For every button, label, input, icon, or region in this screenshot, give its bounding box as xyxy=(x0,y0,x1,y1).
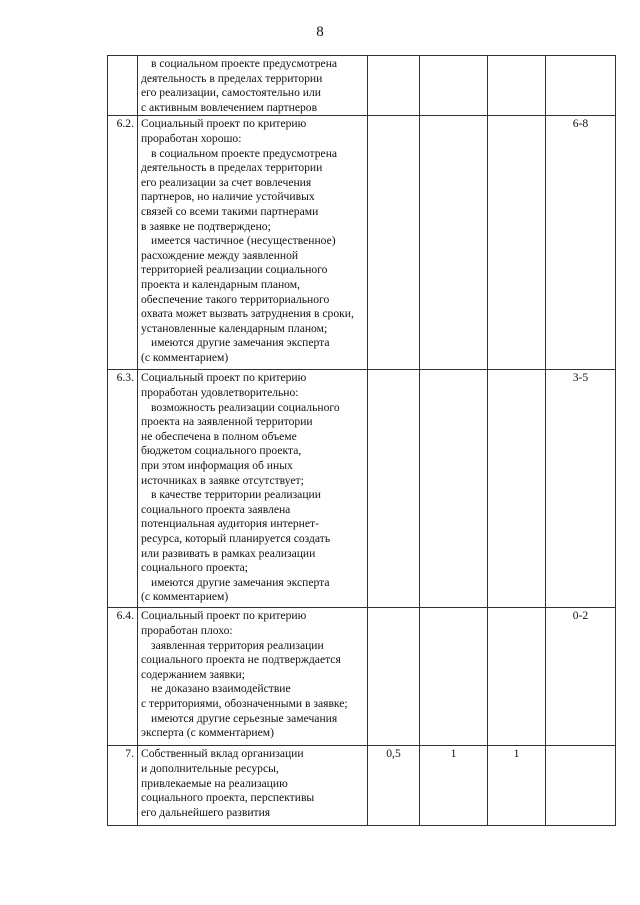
criterion-text xyxy=(138,116,368,370)
table-row xyxy=(108,746,616,826)
points-range-cell: 0-2 xyxy=(546,608,616,746)
criterion-line: территорией реализации социального xyxy=(141,263,328,277)
criterion-line: связей со всеми такими партнерами xyxy=(141,204,319,218)
criterion-line: проекта и календарным планом, xyxy=(141,277,300,291)
row-number: 7. xyxy=(108,746,138,826)
score-max-cell xyxy=(488,56,546,116)
row-number: 6.2. xyxy=(108,116,138,370)
criterion-line: содержанием заявки; xyxy=(141,667,245,681)
criterion-line: в заявке не подтверждено; xyxy=(141,219,271,233)
criterion-line: не обеспечена в полном объеме xyxy=(141,429,297,443)
row-number: 6.4. xyxy=(108,608,138,746)
score-max-cell xyxy=(488,608,546,746)
criterion-text xyxy=(138,56,368,116)
table-row xyxy=(108,370,616,608)
weight-cell xyxy=(368,608,420,746)
criterion-line: потенциальная аудитория интернет- xyxy=(141,517,319,531)
criterion-line: деятельность в пределах территории xyxy=(141,161,323,175)
criterion-line: с активным вовлечением партнеров xyxy=(141,100,318,114)
score-min-cell: 1 xyxy=(420,746,488,826)
score-max-cell: 1 xyxy=(488,746,546,826)
criterion-line: (с комментарием) xyxy=(141,350,229,364)
criterion-line: партнеров, но наличие устойчивых xyxy=(141,190,315,204)
score-max-cell xyxy=(488,116,546,370)
criterion-line: социального проекта, перспективы xyxy=(141,791,315,805)
criterion-line: с территориями, обозначенными в заявке; xyxy=(141,696,348,710)
criterion-line: проработан хорошо: xyxy=(141,131,242,145)
criteria-table xyxy=(107,55,616,826)
criterion-line: не доказано взаимодействие xyxy=(151,682,291,696)
row-number: 6.3. xyxy=(108,370,138,608)
criterion-line: ресурса, который планируется создать xyxy=(141,531,331,545)
criterion-line: привлекаемые на реализацию xyxy=(141,776,288,790)
criterion-line: охвата может вызвать затруднения в сроки, xyxy=(141,307,354,321)
score-min-cell xyxy=(420,370,488,608)
criterion-text xyxy=(138,608,368,746)
criterion-line: социального проекта не подтверждается xyxy=(141,653,341,667)
criterion-line: имеется частичное (несущественное) xyxy=(151,234,336,248)
criterion-line: в качестве территории реализации xyxy=(151,488,321,502)
points-range-cell xyxy=(546,746,616,826)
weight-cell: 0,5 xyxy=(368,746,420,826)
weight-cell xyxy=(368,116,420,370)
criterion-line: проработан плохо: xyxy=(141,623,233,637)
table-row xyxy=(108,608,616,746)
points-range-cell: 6-8 xyxy=(546,116,616,370)
page-number: 8 xyxy=(316,24,324,40)
criterion-line: социального проекта заявлена xyxy=(141,502,291,516)
criterion-line: деятельность в пределах территории xyxy=(141,71,323,85)
criterion-line: имеются другие замечания эксперта xyxy=(151,575,330,589)
criterion-line: бюджетом социального проекта, xyxy=(141,444,302,458)
points-range-cell: 3-5 xyxy=(546,370,616,608)
criterion-line: расхождение между заявленной xyxy=(141,248,299,262)
criterion-line: при этом информация об иных xyxy=(141,458,293,472)
criterion-text xyxy=(138,746,368,826)
criterion-line: (с комментарием) xyxy=(141,590,229,604)
criterion-line: эксперта (с комментарием) xyxy=(141,726,274,740)
criterion-line: и дополнительные ресурсы, xyxy=(141,761,279,775)
table-row xyxy=(108,116,616,370)
criterion-line: его реализации за счет вовлечения xyxy=(141,175,312,189)
criterion-line: имеются другие замечания эксперта xyxy=(151,336,330,350)
criterion-line: Социальный проект по критерию xyxy=(141,117,307,131)
criterion-line: источниках в заявке отсутствует; xyxy=(141,473,304,487)
criterion-line: обеспечение такого территориального xyxy=(141,292,330,306)
criterion-line: социального проекта; xyxy=(141,561,248,575)
table-row xyxy=(108,56,616,116)
points-range-cell xyxy=(546,56,616,116)
score-min-cell xyxy=(420,56,488,116)
criterion-line: его дальнейшего развития xyxy=(141,805,271,819)
criterion-line: имеются другие серьезные замечания xyxy=(151,711,338,725)
criterion-line: Социальный проект по критерию xyxy=(141,371,307,385)
criterion-line: заявленная территория реализации xyxy=(151,638,324,652)
criterion-line: возможность реализации социального xyxy=(151,400,340,414)
criterion-line: проекта на заявленной территории xyxy=(141,415,313,429)
criterion-line: или развивать в рамках реализации xyxy=(141,546,316,560)
criterion-line: установленные календарным планом; xyxy=(141,321,328,335)
score-min-cell xyxy=(420,116,488,370)
score-max-cell xyxy=(488,370,546,608)
criterion-text xyxy=(138,370,368,608)
criterion-line: проработан удовлетворительно: xyxy=(141,385,299,399)
weight-cell xyxy=(368,56,420,116)
weight-cell xyxy=(368,370,420,608)
score-min-cell xyxy=(420,608,488,746)
criterion-line: его реализации, самостоятельно или xyxy=(141,86,321,100)
row-number xyxy=(108,56,138,116)
criterion-line: в социальном проекте предусмотрена xyxy=(151,146,338,160)
criterion-line: Собственный вклад организации xyxy=(141,747,304,761)
criterion-line: в социальном проекте предусмотрена xyxy=(151,57,338,70)
criterion-line: Социальный проект по критерию xyxy=(141,609,307,623)
